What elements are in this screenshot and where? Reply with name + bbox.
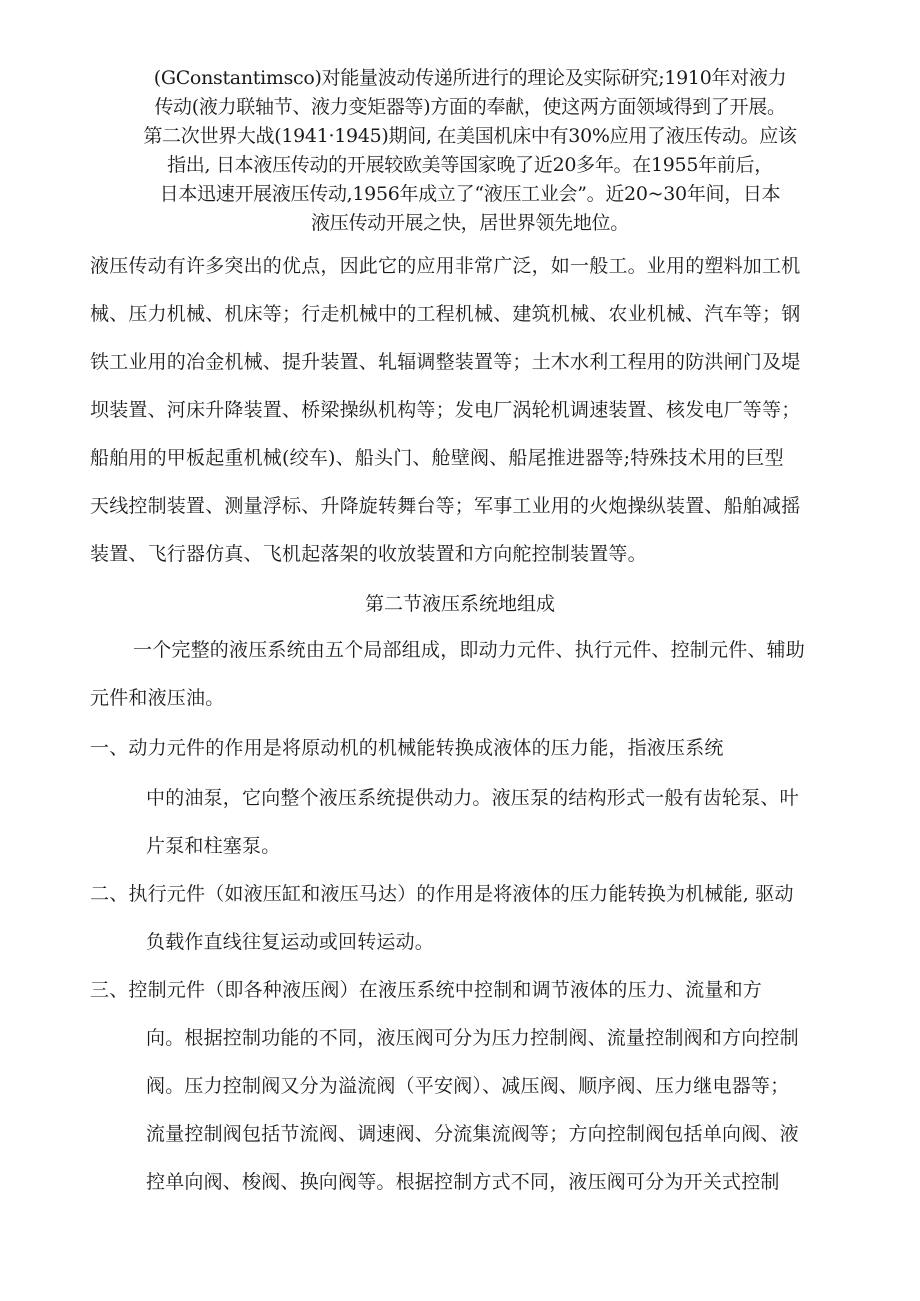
list-item-line: 控单向阀、梭阀、换向阀等。根据控制方式不同，液压阀可分为开关式控制	[146, 1171, 780, 1193]
history-line: 日本迅速开展液压传动,1956年成立了“液压工业会”。近20~30年间，日本	[159, 183, 781, 205]
applications-line: 船舶用的甲板起重机械(绞车)、船头门、舱壁阀、船尾推进器等;特殊技术用的巨型	[90, 447, 784, 469]
system-intro-line: 一个完整的液压系统由五个局部组成，即动力元件、执行元件、控制元件、辅助	[133, 639, 806, 661]
applications-line: 液压传动有许多突出的优点，因此它的应用非常广泛，如一般工。业用的塑料加工机	[90, 255, 801, 277]
history-line: (GConstantimsco)对能量波动传递所进行的理论及实际研究;1910年对液力	[153, 67, 787, 89]
section-title: 第二节液压系统地组成	[364, 593, 555, 615]
list-item-line: 向。根据控制功能的不同，液压阀可分为压力控制阀、流量控制阀和方向控制	[146, 1027, 799, 1049]
applications-line: 天线控制装置、测量浮标、升降旋转舞台等；军事工业用的火炮操纵装置、船舶减摇	[90, 495, 801, 517]
applications-line: 装置、飞行器仿真、飞机起落架的收放装置和方向舵控制装置等。	[90, 543, 647, 565]
list-item-line: 三、控制元件（即各种液压阀）在液压系统中控制和调节液体的压力、流量和方	[90, 979, 763, 1001]
list-item-line: 中的油泵，它向整个液压系统提供动力。液压泵的结构形式一般有齿轮泵、叶	[146, 787, 799, 809]
list-item-line: 片泵和柱塞泵。	[146, 835, 281, 857]
list-item-line: 一、动力元件的作用是将原动机的机械能转换成液体的压力能，指液压系统	[90, 737, 724, 759]
history-line: 传动(液力联轴节、液力变矩器等)方面的奉献，使这两方面领域得到了开展。	[154, 96, 786, 118]
list-item-line: 流量控制阀包括节流阀、调速阀、分流集流阀等；方向控制阀包括单向阀、液	[146, 1123, 799, 1145]
history-paragraph	[100, 64, 840, 238]
applications-line: 坝装置、河床升降装置、桥梁操纵机构等；发电厂涡轮机调速装置、核发电厂等等；	[90, 399, 801, 421]
list-item-line: 二、执行元件（如液压缸和液压马达）的作用是将液体的压力能转换为机械能, 驱动	[90, 883, 794, 905]
list-item-line: 负载作直线往复运动或回转运动。	[146, 931, 435, 953]
list-item-line: 阀。压力控制阀又分为溢流阀（平安阀）、减压阀、顺序阀、压力继电器等；	[146, 1075, 790, 1097]
applications-line: 铁工业用的冶金机械、提升装置、轧辐调整装置等；土木水利工程用的防洪闸门及堤	[90, 351, 801, 373]
applications-line: 械、压力机械、机床等；行走机械中的工程机械、建筑机械、农业机械、汽车等；钢	[90, 303, 801, 325]
history-line: 液压传动开展之快，居世界领先地位。	[311, 212, 629, 234]
system-intro-line: 元件和液压油。	[90, 687, 225, 709]
history-line: 第二次世界大战(1941·1945)期间, 在美国机床中有30%应用了液压传动。应该	[143, 125, 797, 147]
history-line: 指出, 日本液压传动的开展较欧美等国家晚了近20多年。在1955年前后，	[167, 154, 773, 176]
